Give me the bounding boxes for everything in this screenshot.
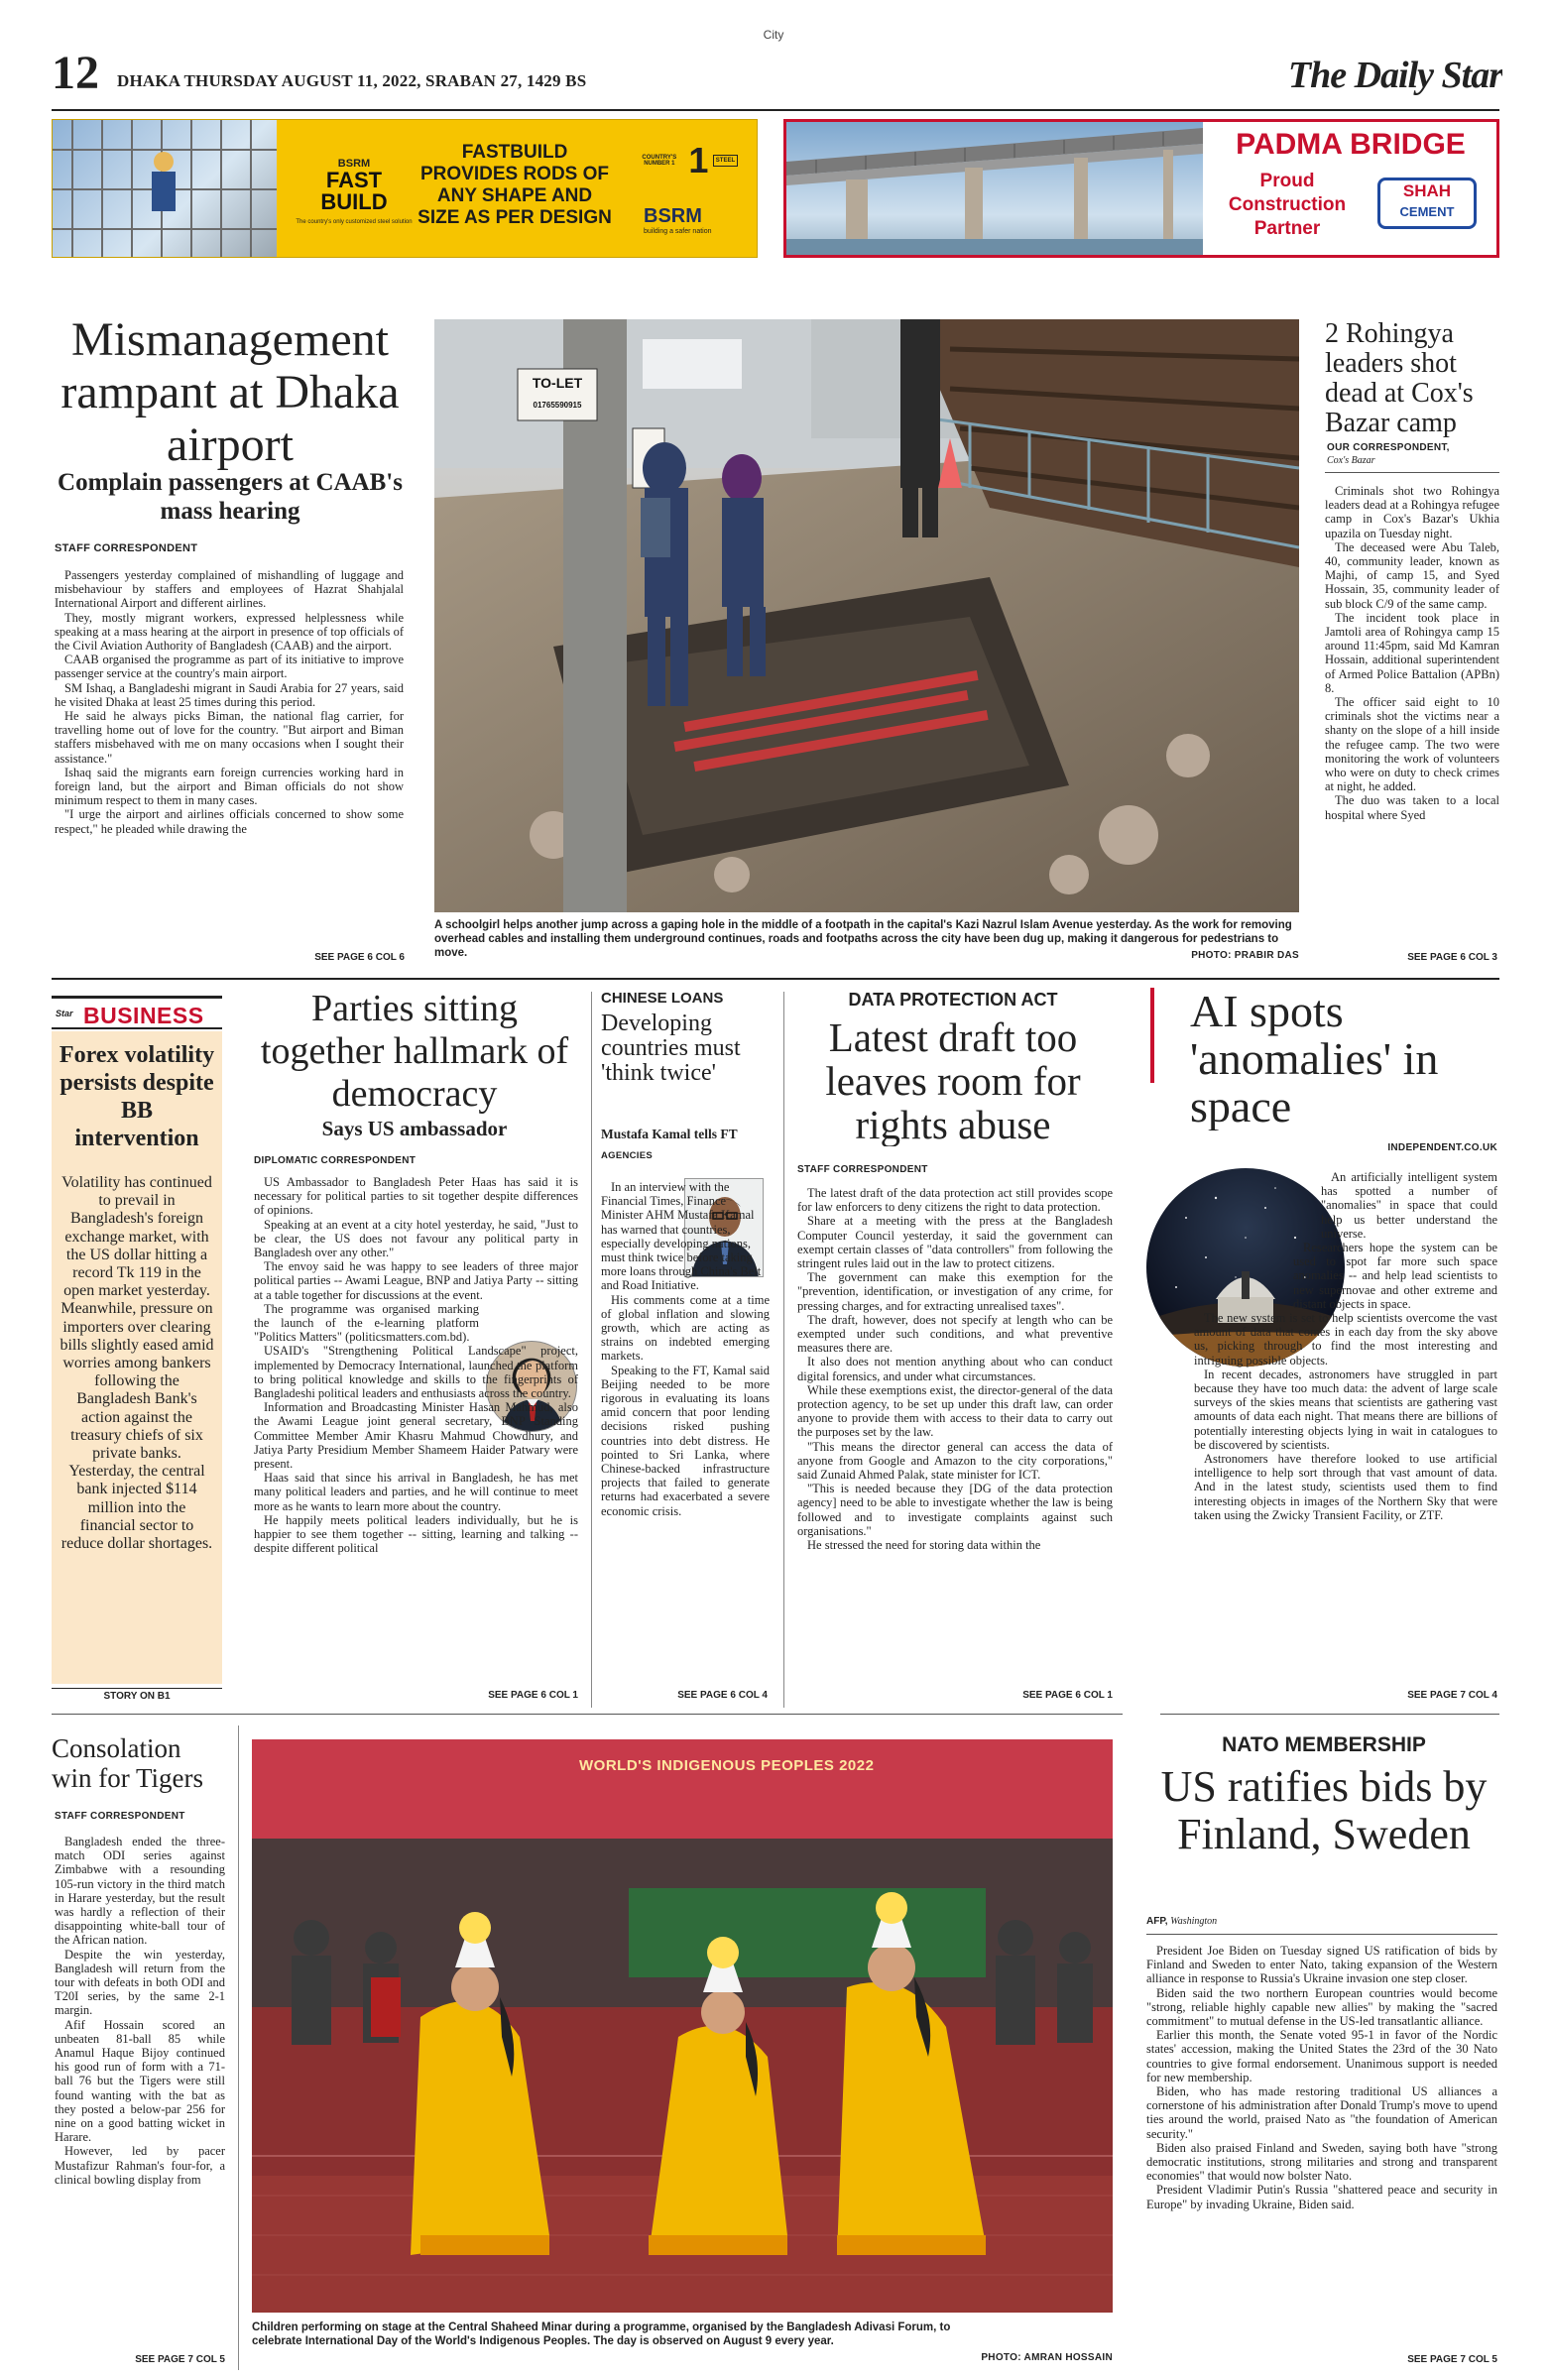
loans-para: Speaking to the FT, Kamal said Beijing needed to be more rigorous in evaluating its loans amid concern that poor lending decisions risked pushing countries into debt distress. He pointed to Sri Lanka, where Chinese-backed infrastructure projects that failed to generate returns had exacerbated a severe economic crisis.: [601, 1363, 770, 1518]
ai-body: [1194, 1170, 1497, 1690]
rohingya-dateline: Cox's Bazar: [1327, 455, 1375, 466]
col-rule: [783, 992, 784, 1708]
tigers-para: Afif Hossain scored an unbeaten 81-ball 85 while Anamul Haque Bijoy continued his good run of form with a 71-ball 76 but the Tigers were still found wanting with the bat as they posted a below-par 256 for nine on a good batting wicket in Harare.: [55, 2017, 225, 2145]
business-box: [52, 996, 222, 1704]
data-act-para: "This means the director general can access the data of anyone from Google and Amazon to the city corporations," said Zunaid Ahmed Palak, state minister for ICT.: [797, 1439, 1113, 1483]
number-one-icon: 1: [688, 140, 709, 180]
ad-shah-cement[interactable]: [783, 119, 1499, 258]
parties-para: The programme was organised marking the launch of the e-learning platform "Politics Matters" (politicsmatters.com.bd).: [254, 1301, 479, 1345]
ad-bsrm-product: FAST BUILD: [320, 168, 388, 214]
loans-kicker: CHINESE LOANS: [601, 990, 724, 1007]
footpath-photo: [434, 319, 1299, 912]
ad-bsrm-badge: [632, 140, 741, 181]
data-act-para: It also does not mention anything about who can conduct digital forensics, and under what circumstances.: [797, 1355, 1113, 1383]
nato-byline-row: [1146, 1916, 1495, 1927]
nato-rule: [1146, 1934, 1497, 1935]
ad-bsrm[interactable]: [52, 119, 758, 258]
loans-para: In an interview with the Financial Times, Finance Minister AHM Mustafa Kamal has warned that countries, especially developing nations, must think twice before taking more loans through China's Belt and Road Initiative.: [601, 1180, 762, 1293]
ai-para: Researchers hope the system can be used to spot far more such space anomalies -- and help lead scientists to new supernovae and other extreme and distant objects in space.: [1293, 1241, 1497, 1311]
parties-para: USAID's "Strengthening Political Landscape" project, implemented by Democracy International, launched the platform to bring political knowledge and skills to the fingerprints of Bangladeshi political leaders and enthusiasts across the country.: [254, 1344, 578, 1401]
data-act-body: [797, 1186, 1113, 1688]
business-label-bar: [52, 996, 222, 1029]
ai-headline: AI spots 'anomalies' in space: [1190, 988, 1439, 1130]
dance-credit: PHOTO: AMRAN HOSSAIN: [981, 2352, 1113, 2363]
ad-bsrm-logo: [644, 205, 743, 235]
rohingya-byline: OUR CORRESPONDENT,: [1327, 442, 1450, 453]
ad-shah-tagline: [1213, 170, 1362, 241]
business-para: Meanwhile, pressure on importers over clearing bills slightly eased amid worries among bankers following the Bangladesh Bank's action against the treasury chiefs of six private banks.: [60, 1300, 214, 1463]
loans-headline: Developing countries must 'think twice': [601, 1012, 741, 1086]
nato-para: Earlier this month, the Senate voted 95-1 in favor of the Nordic states' accession, making the United States the 23rd of the 30 Nato countries to give formal endorsement. Unanimous support is needed for new membership.: [1146, 2028, 1497, 2084]
ai-para: An artificially intelligent system has spotted a number of "anomalies" in space that could help us better understand the universe.: [1321, 1170, 1497, 1241]
airport-para: CAAB organised the programme as part of its initiative to improve passenger service at the country's main airport.: [55, 653, 404, 681]
star-logo-mark: Star: [56, 1009, 73, 1018]
parties-para: Information and Broadcasting Minister Hasan Mahmud, also the Awami League joint general secretary, BNP Standing Committee Member Amir Khasru Mahmud Chowdhury, and Jatiya Party Presidium Member Shameem Haider Patwary were present.: [254, 1400, 578, 1472]
section-rule: [1160, 1714, 1499, 1715]
ai-jump[interactable]: SEE PAGE 7 COL 4: [1407, 1690, 1497, 1701]
parties-para: US Ambassador to Bangladesh Peter Haas has said it is necessary for political parties to sit together despite differences of opinions.: [254, 1175, 578, 1218]
data-act-para: The draft, however, does not specify at length who can be exempted under such conditions, and what preventive measures there are.: [797, 1312, 1113, 1356]
tigers-body: [55, 1835, 225, 2346]
ai-para: Astronomers have therefore looked to use artificial intelligence to help sort through that vast amount of data. And in the latest study, scientists used them to find interesting objects in images of the Northern Sky that were taken using the Zwicky Transient Facility, or ZTF.: [1194, 1452, 1497, 1522]
data-act-para: Share at a meeting with the press at the Bangladesh Computer Council yesterday, it said the government can exempt certain classes of "data controllers" from following the stringent rules laid out in the law to protect citizens.: [797, 1214, 1113, 1271]
rohingya-para: The incident took place in Jamtoli area of Rohingya camp 15 around 11:45pm, said Md Kamran Hossain, additional superintendent of Armed Police Battalion (APBn) 8.: [1325, 610, 1499, 695]
data-act-headline: Latest draft too leaves room for rights abuse: [825, 1015, 1081, 1146]
airport-para: Passengers yesterday complained of mishandling of luggage and misbehaviour by staffers and employees of Hazrat Shahjalal International Airport and different airlines.: [55, 568, 404, 611]
ad-bsrm-brand: [295, 158, 414, 225]
business-jump[interactable]: STORY ON B1: [52, 1688, 222, 1702]
airport-para: Ishaq said the migrants earn foreign currencies working hard in foreign land, but the airport and Biman officials do not show minimum respect to them in many cases.: [55, 765, 404, 808]
ai-para: The new system is set to help scientists overcome the vast amount of data that comes in each day from the sky above us, picking through to find the most interesting and intriguing possible objects.: [1194, 1311, 1497, 1368]
tigers-para: Bangladesh ended the three-match ODI series against Zimbabwe with a resounding 105-run victory in the third match in Harare yesterday, but the result was hardly a reflection of their disappointing white-ball tour of the African nation.: [55, 1835, 225, 1948]
airport-body: [55, 568, 404, 947]
rohingya-rule: [1325, 472, 1499, 473]
ad-shah-line2: Construction: [1228, 194, 1347, 215]
ai-byline: INDEPENDENT.CO.UK: [1387, 1142, 1497, 1153]
business-body: [60, 1174, 214, 1553]
ad-shah-line3: Partner: [1253, 218, 1321, 239]
loans-para: His comments come at a time of global inflation and slowing growth, which are acting as strains on indebted emerging markets.: [601, 1292, 770, 1364]
section-rule: [52, 978, 1499, 980]
section-rule: [52, 1714, 1123, 1715]
footpath-credit: PHOTO: PRABIR DAS: [1191, 950, 1299, 961]
ad-bsrm-headline: FASTBUILD PROVIDES RODS OF ANY SHAPE AND SIZE AS PER DESIGN: [417, 142, 612, 228]
business-para: Volatility has continued to prevail in Bangladesh's foreign exchange market, with the US dollar hitting a record Tk 119 in the open market yesterday.: [61, 1174, 212, 1300]
rohingya-headline: 2 Rohingya leaders shot dead at Cox's Bazar camp: [1325, 319, 1474, 438]
tolet-sign: TO-LET: [532, 375, 583, 391]
ad-bsrm-brand-name: BSRM: [337, 158, 371, 170]
nato-jump[interactable]: SEE PAGE 7 COL 5: [1407, 2354, 1497, 2365]
rohingya-para: Criminals shot two Rohingya leaders dead at a Rohingya refugee camp in Cox's Bazar's Ukhia upazila on Tuesday night.: [1325, 484, 1499, 540]
nato-para: Biden said the two northern European countries would become "strong, reliable highly capable new allies" by making the "sacred commitment" to mutual defense in the US-led transatlantic alliance.: [1146, 1985, 1497, 2029]
airport-subhead: Complain passengers at CAAB's mass hearing: [58, 469, 403, 525]
nato-dateline: Washington: [1170, 1916, 1218, 1927]
tolet-phone: 01765590915: [533, 401, 582, 410]
loans-body: [601, 1180, 770, 1689]
airport-jump[interactable]: SEE PAGE 6 COL 6: [314, 952, 405, 963]
ad-shah-title: PADMA BRIDGE: [1236, 128, 1466, 161]
ad-shah-logo1: SHAH: [1402, 181, 1452, 200]
data-act-para: The government can make this exemption for the "prevention, identification, or investigation of any crime, for pressing charges, and for extracting unrealised taxes".: [797, 1270, 1113, 1313]
rohingya-body: [1325, 484, 1499, 952]
ai-box-border: [1150, 988, 1154, 1083]
dance-banner-text: WORLD'S INDIGENOUS PEOPLES 2022: [579, 1757, 875, 1774]
airport-headline: Mismanagement rampant at Dhaka airport: [60, 313, 400, 471]
nato-body: [1146, 1944, 1497, 2352]
data-act-para: The latest draft of the data protection act still provides scope for law enforcers to deny citizens the right to data protection.: [797, 1186, 1113, 1215]
airport-byline: STAFF CORRESPONDENT: [55, 542, 198, 554]
rohingya-para: The duo was taken to a local hospital where Syed: [1325, 793, 1499, 822]
airport-para: SM Ishaq, a Bangladeshi migrant in Saudi Arabia for 27 years, said he visited Dhaka at least 25 times during this period.: [55, 680, 404, 709]
tigers-headline: Consolation win for Tigers: [52, 1733, 204, 1793]
parties-body: [254, 1175, 578, 1687]
parties-byline: DIPLOMATIC CORRESPONDENT: [254, 1155, 417, 1166]
data-act-jump[interactable]: SEE PAGE 6 COL 1: [1022, 1690, 1113, 1701]
rohingya-para: The officer said eight to 10 criminals shot the victims near a shanty on the slope of a hill inside the refugee camp. The two were monitoring the work of volunteers who were on duty to check crimes at night, he added.: [1325, 695, 1499, 794]
nato-kicker: NATO MEMBERSHIP: [1222, 1733, 1426, 1756]
masthead-rule: [52, 109, 1499, 111]
parties-subhead: Says US ambassador: [321, 1119, 508, 1140]
parties-jump[interactable]: SEE PAGE 6 COL 1: [488, 1690, 578, 1701]
footpath-caption: A schoolgirl helps another jump across a gaping hole in the middle of a footpath in the capital's Kazi Nazrul Islam Avenue yesterday. As the work for removing overhead cables and installing them underground continues, roads and footpaths across the city have been dug up, making it dangerous for pedestrians to move.: [434, 919, 1292, 959]
data-act-para: While these exemptions exist, the director-general of the data protection agency, to be set up under this draft law, can order anyone to provide them with access to their data to carry out the purposes set by the law.: [797, 1382, 1113, 1440]
ad-bsrm-badge2: STEEL: [713, 155, 738, 167]
ad-bsrm-tag: The country's only customized steel solution: [296, 219, 413, 225]
nato-para: Biden, who has made restoring traditional US alliances a cornerstone of his administration after Donald Trump's move to upend ties around the world, praised Nato as "the foundation of American security.": [1146, 2084, 1497, 2141]
ad-shah-logo: [1377, 178, 1477, 229]
ai-para: In recent decades, astronomers have struggled in part because they have too much data: the advent of large scale surveys of the skies means that scientists are gathering vast amounts of data each night. That means there are billions of potentially interesting objects lying in wait in catalogues to be discovered by scientists.: [1194, 1367, 1497, 1452]
business-headline: Forex volatility persists despite BB intervention: [59, 1042, 215, 1151]
ad-bsrm-badge-text: COUNTRY'S NUMBER 1: [642, 155, 677, 167]
business-label: BUSINESS: [83, 1003, 204, 1028]
parties-para: The envoy said he was happy to see leaders of three major political parties -- Awami League, BNP and Jatiya Party -- sitting at a table together for discussions at the event.: [254, 1259, 578, 1302]
data-act-byline: STAFF CORRESPONDENT: [797, 1164, 928, 1175]
tigers-jump[interactable]: SEE PAGE 7 COL 5: [135, 2354, 225, 2365]
tigers-para: Despite the win yesterday, Bangladesh will return from the tour with defeats in both ODI and T20I series, by the same 2-1 margin.: [55, 1947, 225, 2018]
business-para: Yesterday, the central bank injected $114 million into the financial sector to reduce dollar shortages.: [60, 1463, 213, 1553]
airport-para: They, mostly migrant workers, expressed helplessness while speaking at a mass hearing at the airport in presence of top officials of the Civil Aviation Authority of Bangladesh (CAAB) and the airport.: [55, 610, 404, 654]
col-rule: [238, 1726, 239, 2370]
loans-jump[interactable]: SEE PAGE 6 COL 4: [677, 1690, 768, 1701]
parties-para: Speaking at an event at a city hotel yesterday, he said, "Just to be clear, the US does not favour any political party in Bangladesh over any other.": [254, 1217, 578, 1260]
dateline: DHAKA THURSDAY AUGUST 11, 2022, SRABAN 27, 1429 BS: [117, 71, 587, 90]
loans-byline: AGENCIES: [601, 1150, 654, 1161]
ad-shah-bridge-photo: [786, 122, 1203, 255]
col-rule: [591, 992, 592, 1708]
logo: The Daily Star: [1287, 55, 1502, 96]
tigers-para: However, led by pacer Mustafizur Rahman's four-for, a clinical bowling display from: [55, 2144, 225, 2187]
data-act-para: "This is needed because they [DG of the data protection agency] need to be able to investigate whether the law is being followed and to investigate complaints against such organisations.": [797, 1482, 1113, 1538]
section-label: City: [763, 28, 784, 42]
parties-para: Haas said that since his arrival in Bangladesh, he has met many political leaders and parties, and he will continue to meet more as he wants to learn more about the country.: [254, 1471, 578, 1513]
dance-caption: Children performing on stage at the Central Shaheed Minar during a programme, organised by the Bangladesh Adivasi Forum, to celebrate International Day of the World's Indigenous Peoples. The day is observed on August 9 every year.: [252, 2321, 951, 2347]
parties-headline: Parties sitting together hallmark of democracy: [260, 988, 569, 1115]
page-number: 12: [52, 47, 99, 99]
business-panel: [52, 1031, 222, 1684]
nato-para: President Joe Biden on Tuesday signed US ratification of bids by Finland and Sweden to enter Nato, taking expansion of the Western alliance in response to Russia's Ukraine invasion one step closer.: [1146, 1944, 1497, 1986]
ad-bsrm-logo-tag: building a safer nation: [644, 228, 712, 235]
airport-para: He said he always picks Biman, the national flag carrier, for travelling home out of love for the country. "But airport and Biman staffers misbehaved with me on many occasions when I sought their assistance.": [55, 709, 404, 766]
ad-bsrm-logo-name: BSRM: [644, 205, 702, 227]
rohingya-para: The deceased were Abu Taleb, 40, community leader, known as Majhi, of camp 15, and Syed Hossain, 35, community leader of sub block C/9 of the same camp.: [1325, 539, 1499, 611]
nato-byline: AFP,: [1146, 1916, 1168, 1927]
loans-subhead: Mustafa Kamal tells FT: [601, 1127, 738, 1141]
data-act-para: He stressed the need for storing data within the: [807, 1538, 1041, 1553]
ad-shah-logo2: CEMENT: [1399, 204, 1455, 219]
parties-para: He happily meets political leaders individually, but he is happier to see them together -- sitting, learning and talking -- despite different political: [254, 1512, 578, 1556]
airport-para: "I urge the airport and airlines officials concerned to show some respect," he pleaded while drawing the: [55, 807, 404, 836]
rohingya-jump[interactable]: SEE PAGE 6 COL 3: [1407, 952, 1497, 963]
ad-bsrm-photo: [53, 120, 277, 258]
nato-para: President Vladimir Putin's Russia "shattered peace and security in Europe" by invading Ukraine, Biden said.: [1146, 2183, 1497, 2211]
nato-para: Biden also praised Finland and Sweden, saying both have "strong democratic institutions, strong militaries and strong and transparent economies" that would now bolster Nato.: [1146, 2140, 1497, 2184]
tigers-byline: STAFF CORRESPONDENT: [55, 1811, 185, 1822]
ad-shah-line1: Proud: [1259, 171, 1315, 191]
dance-photo: [252, 1739, 1113, 2313]
data-act-kicker: DATA PROTECTION ACT: [848, 990, 1058, 1010]
nato-headline: US ratifies bids by Finland, Sweden: [1160, 1763, 1488, 1858]
